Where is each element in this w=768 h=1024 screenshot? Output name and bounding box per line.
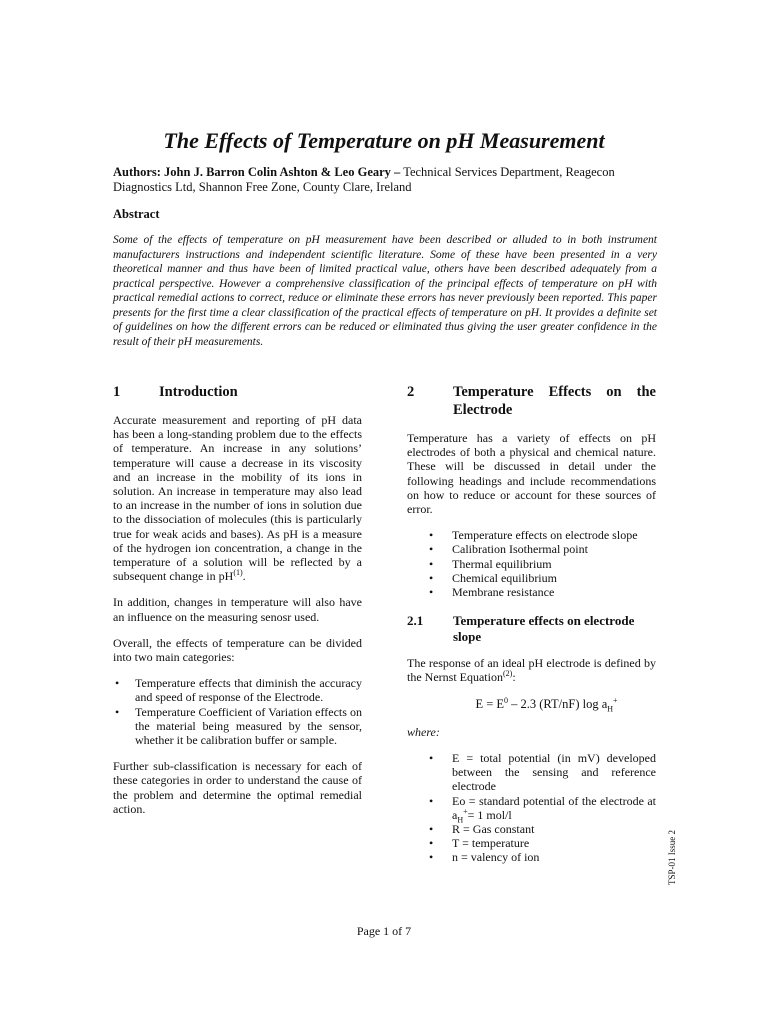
right-column: [407, 383, 656, 877]
equation-definitions-list: [407, 751, 656, 865]
intro-paragraph-3: Overall, the effects of temperature can be divided into two main categories:: [113, 635, 362, 665]
list-item: • Calibration Isothermal point: [407, 542, 656, 556]
authors-names: John J. Barron Colin Ashton & Leo Geary –: [164, 165, 401, 179]
section2-heading-list: [407, 528, 656, 599]
abstract-text: Some of the effects of temperature on pH measurement have been described or alluded to in both instrument manufacturers instructions and independent scientific literature. Some of these have been presented in a very theoretical manner and thus have been of limited practical value, others have been described adequately from a practical perspective. However a comprehensive classification of the principal effects of temperature on pH with practical remedial actions to correct, reduce or eliminate these errors has never previously been reported. This paper presents for the first time a clear classification of the practical effects of temperature on pH. It provides a definite set of guidelines on how the different errors can be reduced or eliminated thus giving the user greater confidence in the result of their pH measurements.: [113, 234, 657, 348]
section-number: 1: [113, 384, 121, 400]
where-label: where:: [407, 724, 440, 739]
list-item: • Temperature effects on electrode slope: [407, 528, 656, 542]
section2-paragraph-1: Temperature has a variety of effects on pH electrodes of both a physical and chemical nature. These will be discussed in detail under the following headings and include recommendations on how to reduce or account for these sources of error.: [407, 431, 656, 517]
authors-affiliation: Technical Services Department, Reagecon Diagnostics Ltd, Shannon Free Zone, County Clare, Ireland: [113, 165, 615, 194]
section21-paragraph-1: The response of an ideal pH electrode is defined by the Nernst Equation$^{(2)}$:: [407, 656, 656, 685]
intro-paragraph-4: Further sub-classification is necessary for each of these categories in order to understand the cause of the problem and determine the optimal remedial action.: [113, 759, 362, 816]
list-item: • Thermal equilibrium: [407, 557, 656, 571]
authors-line: [113, 165, 658, 195]
page-number-footer: Page 1 of 7: [356, 924, 412, 938]
list-item: • E = total potential (in mV) developed between the sensing and reference electrode: [407, 751, 656, 794]
list-item: • n = valency of ion: [407, 850, 656, 864]
list-item: • T = temperature: [407, 836, 656, 850]
nernst-equation: $E = E^0 - 2.3$ (RT/nF) $\log a_H^+$: [475, 695, 618, 714]
left-column: [113, 383, 362, 828]
list-item: • Temperature effects that diminish the accuracy and speed of response of the Electrode.: [113, 676, 362, 704]
section-number: 2: [407, 384, 415, 400]
authors-label: Authors:: [113, 165, 161, 179]
list-item: • Membrane resistance: [407, 585, 656, 599]
section-title: Introduction: [159, 384, 238, 400]
section-title: Temperature Effects on the Electrode: [453, 384, 656, 418]
intro-paragraph-1: Accurate measurement and reporting of pH data has been a long-standing problem due to the effects of temperature. An increase in any solutions’ temperature will cause a decrease in its viscosity and an increase in the mobility of its ions in solution. An increase in temperature may also lead to an increase in the number of ions in solution due to the dissociation of molecules (this is particularly true for weak acids and bases). As pH is a measure of the hydrogen ion concentration, a change in the temperature of a solution will be reflected by a subsequent change in $pH^{(1)}$.: [113, 413, 362, 584]
subsection-heading-slope: [407, 613, 656, 644]
list-item: • Temperature Coefficient of Variation effects on the material being measured by the sensor, whether it be calibration buffer or sample.: [113, 705, 362, 748]
section-heading-electrode: [407, 383, 656, 419]
citation-ref: (2): [502, 669, 513, 679]
section-heading-introduction: [113, 383, 362, 401]
citation-ref: (1): [233, 568, 243, 578]
list-item: • Chemical equilibrium: [407, 571, 656, 585]
abstract-heading: Abstract: [113, 207, 160, 221]
section-number: 2.1: [407, 613, 424, 629]
list-item: • Eo = standard potential of the electrode at $a_H^+= 1$ mol/l: [407, 794, 656, 822]
document-title: The Effects of Temperature on pH Measurement: [163, 128, 605, 153]
document-issue-note: TSP-01 Issue 2: [667, 829, 677, 885]
section-title: Temperature effects on electrode slope: [453, 613, 635, 644]
intro-category-list: [113, 676, 362, 747]
intro-paragraph-2: In addition, changes in temperature will also have an influence on the measuring senosr used.: [113, 595, 362, 624]
list-item: • R = Gas constant: [407, 822, 656, 836]
